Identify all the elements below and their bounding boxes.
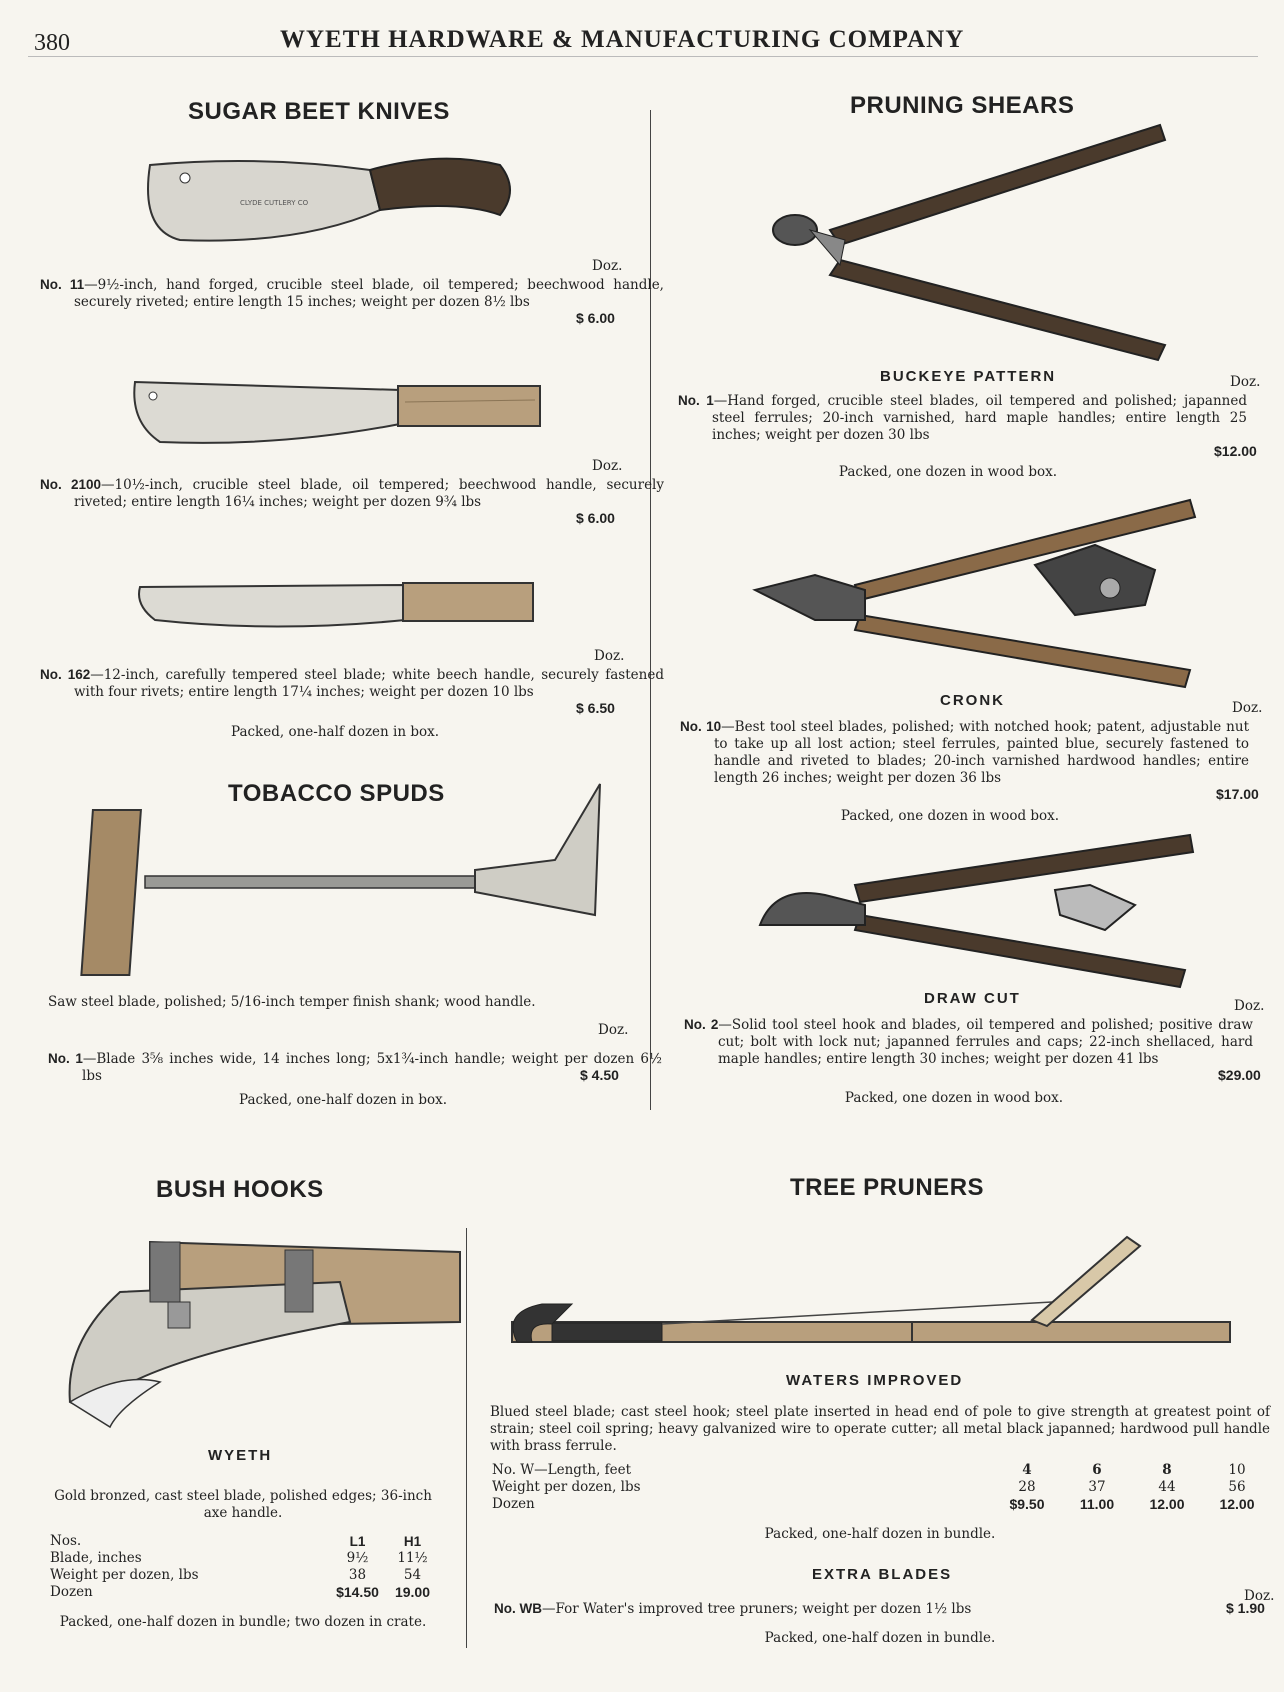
tree-pruner-packed: Packed, one-half dozen in bundle.	[764, 1526, 996, 1542]
tree-pruner-caption: WATERS IMPROVED	[786, 1372, 964, 1389]
col-8: 44	[1158, 1479, 1176, 1495]
col-4: 4	[1022, 1462, 1032, 1478]
col-6: 37	[1088, 1479, 1106, 1495]
table-row	[492, 1479, 1272, 1496]
bush-hook-spec-table	[50, 1533, 440, 1601]
item-number: No. 10	[680, 719, 722, 734]
row-label: Dozen	[492, 1496, 535, 1512]
item-extra-blades-wb	[494, 1600, 1214, 1618]
drawcut-shear-illustration	[755, 830, 1195, 990]
tree-pruner-spec-table	[492, 1462, 1272, 1513]
col-10: 10	[1228, 1462, 1246, 1478]
item-pruning-no1	[678, 392, 1247, 444]
tobacco-spud-illustration	[85, 780, 615, 980]
item-text: —Best tool steel blades, polished; with notched hook; patent, adjustable nut to take up all lost action; steel ferrules, painted blue, securely fastened to handle and riveted to blades; 20-inch varnished hardwood handles; entire length 26 inches; weight per dozen 36 lbs	[714, 719, 1249, 786]
col-8: 12.00	[1149, 1496, 1185, 1512]
knife-no2100-illustration	[130, 372, 550, 452]
item-text: —10½-inch, crucible steel blade, oil tempered; beechwood handle, securely riveted; entire length 16¼ inches; weight per dozen 9¾ lbs	[74, 477, 664, 510]
header-rule	[28, 56, 1258, 57]
col-b: 11½	[397, 1550, 428, 1566]
item-number: No. 1	[48, 1051, 83, 1066]
price-no11: $ 6.00	[576, 310, 615, 326]
item-number: No. 1	[678, 393, 714, 408]
col-b: 19.00	[394, 1584, 431, 1600]
row-label: No. W—Length, feet	[492, 1462, 632, 1478]
buckeye-packed: Packed, one dozen in wood box.	[838, 464, 1058, 480]
tobacco-packed: Packed, one-half dozen in box.	[238, 1092, 448, 1108]
doz-label: Doz.	[598, 1022, 629, 1038]
item-text: —Solid tool steel hook and blades, oil tempered and polished; positive draw cut; bolt with lock nut; japanned ferrules and caps; 22-inch shellaced, hard maple handles; entire length 30 inches; weight per dozen 41 lbs	[718, 1017, 1253, 1067]
col-a: 9½	[346, 1550, 369, 1566]
col-6: 6	[1092, 1462, 1102, 1478]
row-label: Blade, inches	[50, 1550, 142, 1566]
drawcut-packed: Packed, one dozen in wood box.	[844, 1090, 1064, 1106]
item-number: No. WB	[494, 1601, 542, 1616]
table-row	[492, 1496, 1272, 1513]
bush-hooks-title: BUSH HOOKS	[156, 1176, 324, 1203]
bush-hook-illustration	[60, 1232, 460, 1432]
buckeye-caption: BUCKEYE PATTERN	[880, 368, 1057, 385]
row-label: Nos.	[50, 1533, 82, 1549]
col-b: H1	[403, 1534, 422, 1549]
bush-hook-caption: WYETH	[208, 1447, 273, 1464]
item-text: —9½-inch, hand forged, crucible steel blade, oil tempered; beechwood handle, securely riveted; entire length 15 inches; weight per dozen 8½ lbs	[74, 277, 664, 310]
doz-label: Doz.	[1230, 374, 1261, 390]
row-label: Dozen	[50, 1584, 93, 1600]
item-text: —12-inch, carefully tempered steel blade; white beech handle, securely fastened with four rivets; entire length 17¼ inches; weight per dozen 10 lbs	[74, 667, 664, 700]
item-no2100	[40, 476, 664, 511]
extra-blades-title: EXTRA BLADES	[812, 1566, 953, 1583]
item-pruning-no10	[680, 718, 1249, 787]
knife-no11-illustration	[140, 150, 520, 250]
tree-pruner-desc: Blued steel blade; cast steel hook; steel plate inserted in head end of pole to give strength at greatest point of strain; steel coil spring; heavy galvanized wire to operate cutter; all metal black japanned; hardwood pull handle with brass ferrule.	[490, 1404, 1270, 1454]
item-number: No. 2100	[40, 477, 102, 492]
col-6: 11.00	[1079, 1496, 1115, 1512]
item-no162	[40, 666, 664, 701]
column-divider	[650, 110, 651, 1110]
price-no162: $ 6.50	[576, 700, 615, 716]
item-text: —For Water's improved tree pruners; weight per dozen 1½ lbs	[542, 1601, 972, 1617]
doz-label: Doz.	[594, 648, 625, 664]
pruning-title: PRUNING SHEARS	[850, 92, 1075, 119]
table-row	[50, 1567, 440, 1584]
row-label: Weight per dozen, lbs	[50, 1567, 199, 1583]
column-divider-lower	[466, 1228, 467, 1648]
item-text: —Blade 3⅝ inches wide, 14 inches long; 5x1¾-inch handle; weight per dozen 6½ lbs	[82, 1051, 662, 1084]
drawcut-caption: DRAW CUT	[924, 990, 1021, 1007]
tree-pruner-illustration	[512, 1232, 1232, 1352]
page-number: 380	[34, 30, 70, 56]
price-no2100: $ 6.00	[576, 510, 615, 526]
doz-label: Doz.	[1232, 700, 1263, 716]
doz-label: Doz.	[592, 258, 623, 274]
col-a: $14.50	[336, 1584, 379, 1600]
tree-pruners-title: TREE PRUNERS	[790, 1174, 985, 1201]
page-header-title: WYETH HARDWARE & MANUFACTURING COMPANY	[280, 26, 965, 53]
svg-text:CLYDE CUTLERY CO: CLYDE CUTLERY CO	[240, 199, 309, 207]
col-8: 8	[1162, 1462, 1172, 1478]
cronk-packed: Packed, one dozen in wood box.	[840, 808, 1060, 824]
price-pruning-no2: $29.00	[1218, 1067, 1261, 1083]
table-row	[50, 1550, 440, 1567]
price-pruning-no1: $12.00	[1214, 443, 1257, 459]
bush-hook-packed: Packed, one-half dozen in bundle; two dozen in crate.	[59, 1614, 427, 1630]
col-4: $9.50	[1009, 1496, 1045, 1512]
sugar-beet-packed: Packed, one-half dozen in box.	[230, 724, 440, 740]
col-4: 28	[1018, 1479, 1036, 1495]
col-a: 38	[348, 1567, 367, 1583]
knife-no162-illustration	[135, 575, 545, 635]
col-b: 54	[403, 1567, 422, 1583]
price-tobacco-no1: $ 4.50	[580, 1067, 619, 1083]
tobacco-desc: Saw steel blade, polished; 5/16-inch temper finish shank; wood handle.	[48, 994, 536, 1010]
bush-hook-desc: Gold bronzed, cast steel blade, polished edges; 36-inch axe handle.	[54, 1488, 432, 1521]
price-pruning-no10: $17.00	[1216, 786, 1259, 802]
sugar-beet-title: SUGAR BEET KNIVES	[188, 98, 450, 125]
table-row	[50, 1533, 440, 1550]
col-a: L1	[349, 1534, 366, 1549]
col-10: 12.00	[1219, 1496, 1255, 1512]
table-row	[50, 1584, 440, 1601]
doz-label: Doz.	[1244, 1588, 1275, 1604]
price-extra-blades: $ 1.90	[1226, 1600, 1265, 1616]
item-text: —Hand forged, crucible steel blades, oil tempered and polished; japanned steel ferrules; 20-inch varnished, hard maple handles; entire length 25 inches; weight per dozen 30 lbs	[712, 393, 1247, 443]
item-pruning-no2	[684, 1016, 1253, 1068]
item-number: No. 162	[40, 667, 91, 682]
row-label: Weight per dozen, lbs	[492, 1479, 641, 1495]
buckeye-shear-illustration	[770, 120, 1170, 370]
tobacco-title: TOBACCO SPUDS	[228, 780, 445, 807]
cronk-caption: CRONK	[940, 692, 1005, 709]
item-tobacco-no1	[48, 1050, 662, 1085]
item-number: No. 2	[684, 1017, 719, 1032]
doz-label: Doz.	[592, 458, 623, 474]
item-number: No. 11	[40, 277, 85, 292]
cronk-shear-illustration	[755, 495, 1195, 695]
doz-label: Doz.	[1234, 998, 1265, 1014]
extra-blades-packed: Packed, one-half dozen in bundle.	[764, 1630, 996, 1646]
item-no11	[40, 276, 664, 311]
table-row	[492, 1462, 1272, 1479]
col-10: 56	[1228, 1479, 1246, 1495]
